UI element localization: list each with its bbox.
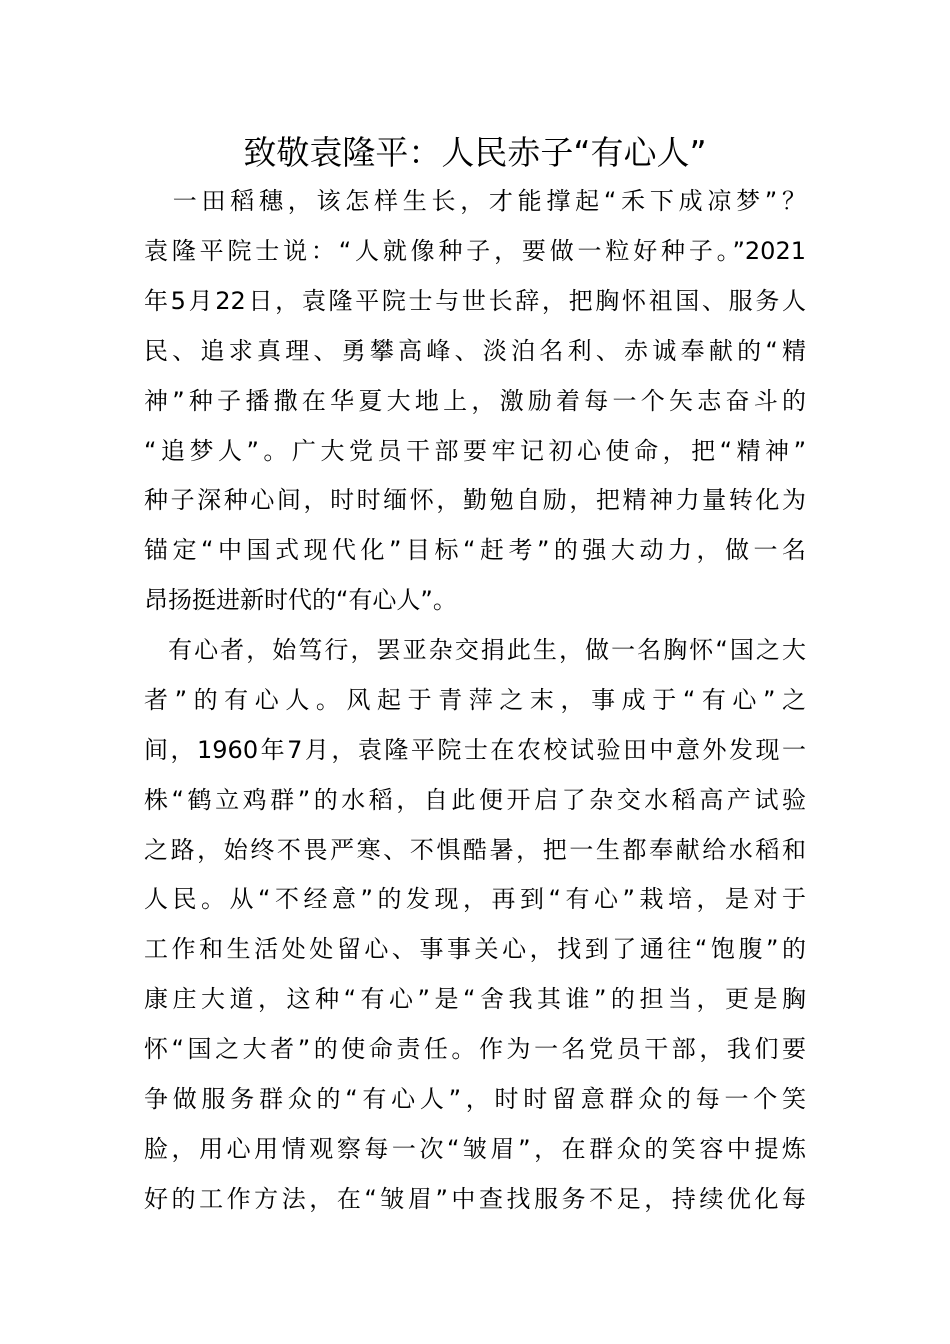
text-line: 间，1960年7月，袁隆平院士在农校试验田中意外发现一 [144,736,806,764]
text-line: 种子深种心间，时时缅怀，勤勉自励，把精神力量转化为 [144,486,806,514]
text-line: 一田稻穗，该怎样生长，才能撑起“禾下成凉梦”？ [144,187,806,215]
text-line: 之路，始终不畏严寒、不惧酷暑，把一生都奉献给水稻和 [144,836,806,864]
text-line: 锚定“中国式现代化”目标“赶考”的强大动力，做一名 [144,536,806,564]
text-line: 康庄大道，这种“有心”是“舍我其谁”的担当，更是胸 [144,985,806,1013]
text-line: “追梦人”。广大党员干部要牢记初心使命，把“精神” [144,437,806,465]
text-line: 者”的有心人。风起于青萍之末，事成于“有心”之 [144,686,806,714]
text-line: 有心者，始笃行，罢亚杂交捐此生，做一名胸怀“国之大 [168,636,806,664]
text-line: 神”种子播撒在华夏大地上，激励着每一个矢志奋斗的 [144,387,806,415]
text-line: 脸，用心用情观察每一次“皱眉”，在群众的笑容中提炼 [144,1135,806,1163]
text-line: 株“鹤立鸡群”的水稻，自此便开启了杂交水稻高产试验 [144,786,806,814]
text-line: 好的工作方法，在“皱眉”中查找服务不足，持续优化每 [144,1185,806,1213]
text-line: 人民。从“不经意”的发现，再到“有心”栽培，是对于 [144,885,806,913]
text-line: 袁隆平院士说：“人就像种子，要做一粒好种子。”2021 [144,237,806,265]
text-line: 工作和生活处处留心、事事关心，找到了通往“饱腹”的 [144,935,806,963]
document-title: 致敬袁隆平：人民赤子“有心人” [243,133,707,172]
text-line: 怀“国之大者”的使命责任。作为一名党员干部，我们要 [144,1035,806,1063]
text-line: 昂扬挺进新时代的“有心人”。 [144,586,457,614]
text-line: 争做服务群众的“有心人”，时时留意群众的每一个笑 [144,1085,806,1113]
text-line: 民、追求真理、勇攀高峰、淡泊名利、赤诚奉献的“精 [144,337,806,365]
text-line: 年5月22日，袁隆平院士与世长辞，把胸怀祖国、服务人 [144,287,806,315]
